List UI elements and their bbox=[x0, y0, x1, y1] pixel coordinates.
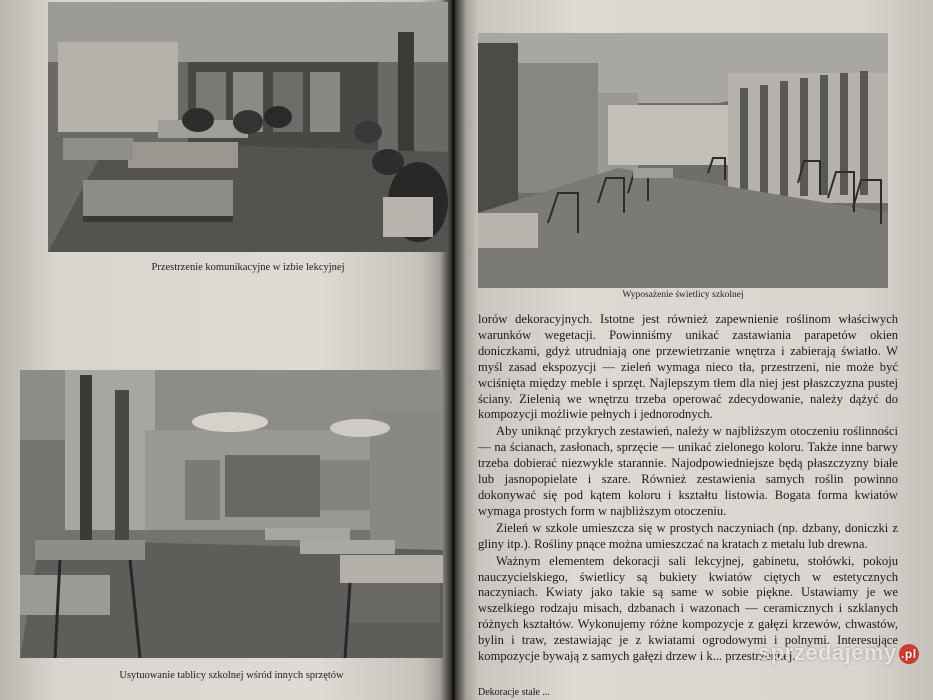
photo-common-room bbox=[478, 33, 888, 288]
page-footer-heading: Dekoracje stałe ... bbox=[478, 687, 550, 698]
watermark-badge: .pl bbox=[899, 644, 919, 664]
caption-classroom-blackboard: Usytuowanie tablicy szkolnej wśród innych sprzętów bbox=[119, 670, 344, 681]
paragraph-1: lorów dekoracyjnych. Istotne jest również zapewnienie roślinom właściwych warunków wegetacji. Powinniśmy unikać zastawiania parapetów okien doniczkami, gdyż utrudniają one przewietrzanie wnętrza i zabierają światło. W myśl zasad ekspozycji — zieleń wymaga nieco tła, przestrzeni, nie może być wciśnięta między meble i sprzęt. Najlepszym tłem dla niej jest płaszczyzna pustej ściany. Zielenią we wnętrzu trzeba operować zdecydowanie, należy dążyć do kompozycji możliwie pełnych i jednorodnych. bbox=[478, 312, 898, 422]
caption-classroom-students: Przestrzenie komunikacyjne w izbie lekcyjnej bbox=[151, 262, 345, 273]
caption-common-room: Wyposażenie świetlicy szkolnej bbox=[622, 290, 744, 300]
paragraph-4: Ważnym elementem dekoracji sali lekcyjnej, gabinetu, stołówki, pokoju nauczycielskiego, świetlicy są bukiety kwiatów ciętych w estetycznych naczyniach. Kwiaty jako takie są same w sobie piękne. Ustawiamy je we wszelkiego rodzaju misach, dzbanach i wazonach — ceramicznych i szklanych różnych kształtów. Wykonujemy różne kompozycje z gałęzi krzewów, chwastów, bylin i traw, zestawiając je z kwiatami ogrodowymi i polnymi. Interesujące kompozycje bywają z samych gałęzi drzew i k... przestrzennej. bbox=[478, 553, 898, 664]
paragraph-2: Aby uniknąć przykrych zestawień, należy w najbliższym otoczeniu roślinności — na ścianach, zasłonach, sprzęcie — unikać zielonego koloru. Także inne barwy trzeba dobierać niezwykle starannie. Najodpowiedniejsze będą płaszczyzny białe lub jasnopopielate i szare. Również zestawienia samych roślin powinno dokonywać się pod kątem koloru i kształtu listowia. Bogata forma kwiatów wymaga prostych form w najbliższym otoczeniu. bbox=[478, 424, 898, 518]
photo-classroom-students-image bbox=[48, 2, 448, 252]
article-body bbox=[478, 312, 898, 665]
photo-classroom-students bbox=[48, 2, 448, 252]
paragraph-3: Zieleń w szkole umieszcza się w prostych naczyniach (np. dzbany, doniczki z gliny itp.). Rośliny pnące można umieszczać na kratach z metalu lub drewna. bbox=[478, 520, 898, 551]
photo-common-room-image bbox=[478, 33, 888, 288]
photo-classroom-blackboard-image bbox=[20, 370, 443, 658]
watermark-logo bbox=[758, 640, 919, 666]
photo-classroom-blackboard bbox=[20, 370, 443, 658]
watermark-text: sprzedajemy bbox=[758, 640, 897, 665]
